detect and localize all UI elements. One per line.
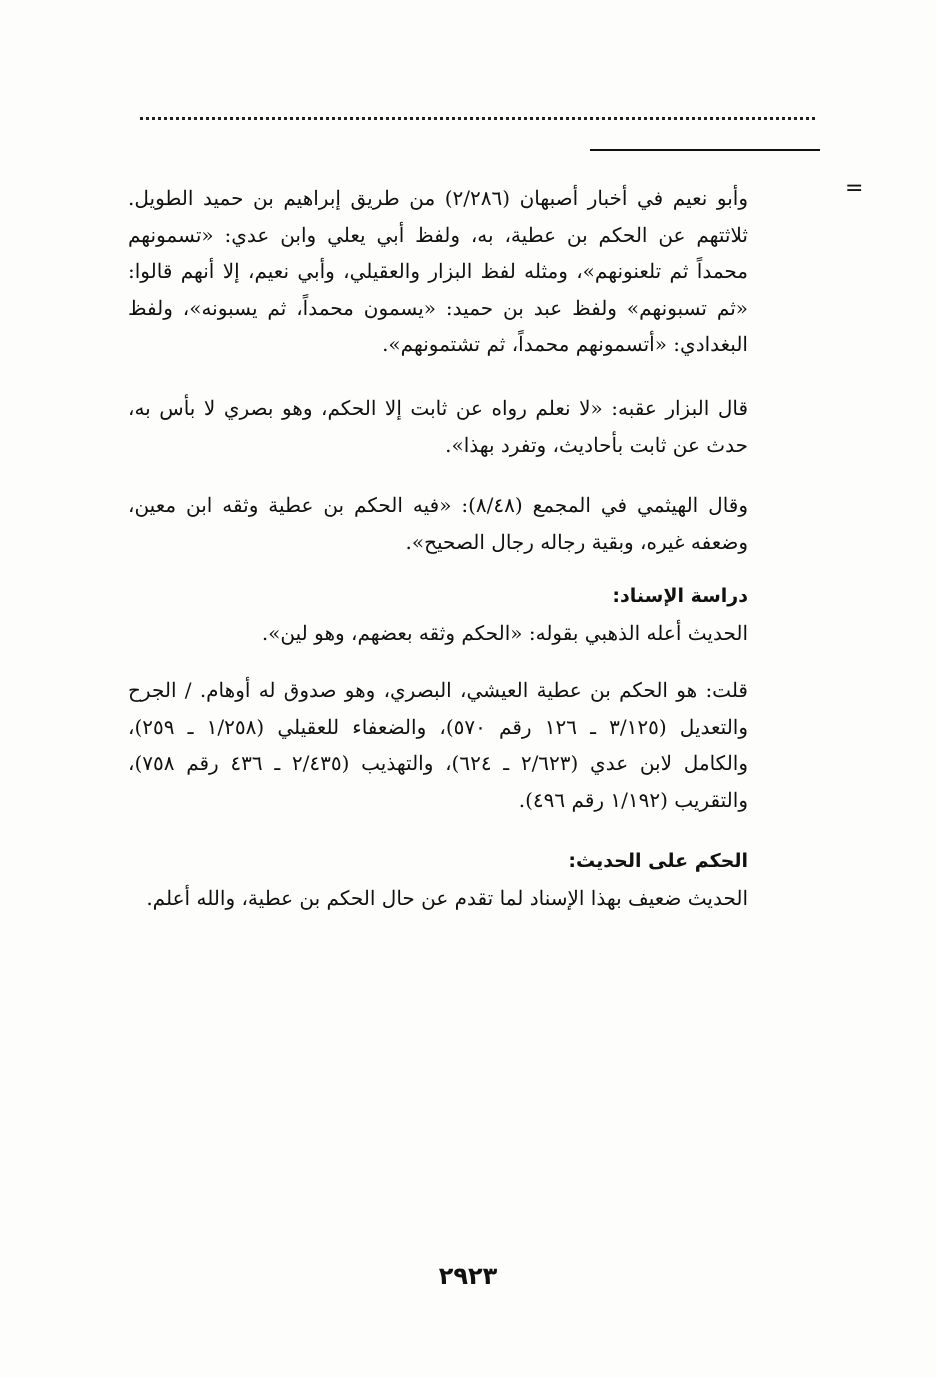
isnad-note (128, 672, 748, 818)
paragraph-text: وأبو نعيم في أخبار أصبهان (٢/٢٨٦) من طريق إبراهيم بن حميد الطويل. ثلاثتهم عن الحكم بن عطية، به، ولفظ أبي يعلي وابن عدي: «تسمونهم محمداً ثم تلعنونهم»، ومثله لفظ البزار والعقيلي، وأبي نعيم، إلا أنهم قالوا: «ثم تسبونهم» ولفظ عبد بن حميد: «يسمون محمداً، ثم يسبونه»، ولفظ البغدادي: «أتسمونهم محمداً، ثم تشتمونهم». (128, 186, 748, 356)
paragraph-bazzar (128, 390, 748, 463)
paragraph-haythami (128, 487, 748, 560)
margin-mark: = (845, 176, 864, 201)
paragraph-sources (128, 180, 748, 363)
paragraph-text: وقال الهيثمي في المجمع (٨/٤٨): «فيه الحكم بن عطية وثقه ابن معين، وضعفه غيره، وبقية رجاله رجال الصحيح». (128, 493, 749, 554)
section-text: الحديث أعله الذهبي بقوله: «الحكم وثقه بعضهم، وهو لين». (261, 620, 748, 645)
dotted-separator (140, 117, 815, 120)
ruling-section (128, 843, 748, 916)
section-heading: دراسة الإسناد: (612, 585, 748, 607)
page-number: ٢٩٢٣ (438, 1262, 498, 1290)
isnad-section (128, 578, 748, 651)
section-heading: الحكم على الحديث: (568, 850, 748, 872)
note-text: قلت: هو الحكم بن عطية العيشي، البصري، وهو صدوق له أوهام. / الجرح والتعديل (٣/١٢٥ ـ ١٢٦ رقم ٥٧٠)، والضعفاء للعقيلي (١/٢٥٨ ـ ٢٥٩)، والكامل لابن عدي (٢/٦٢٣ ـ ٦٢٤)، والتهذيب (٢/٤٣٥ ـ ٤٣٦ رقم ٧٥٨)، والتقريب (١/١٩٢ رقم ٤٩٦). (128, 678, 749, 812)
footnote-rule (590, 149, 820, 151)
section-text: الحديث ضعيف بهذا الإسناد لما تقدم عن حال الحكم بن عطية، والله أعلم. (146, 885, 748, 910)
paragraph-text: قال البزار عقبه: «لا نعلم رواه عن ثابت إلا الحكم، وهو بصري لا بأس به، حدث عن ثابت بأحاديث، وتفرد بهذا». (128, 396, 748, 457)
